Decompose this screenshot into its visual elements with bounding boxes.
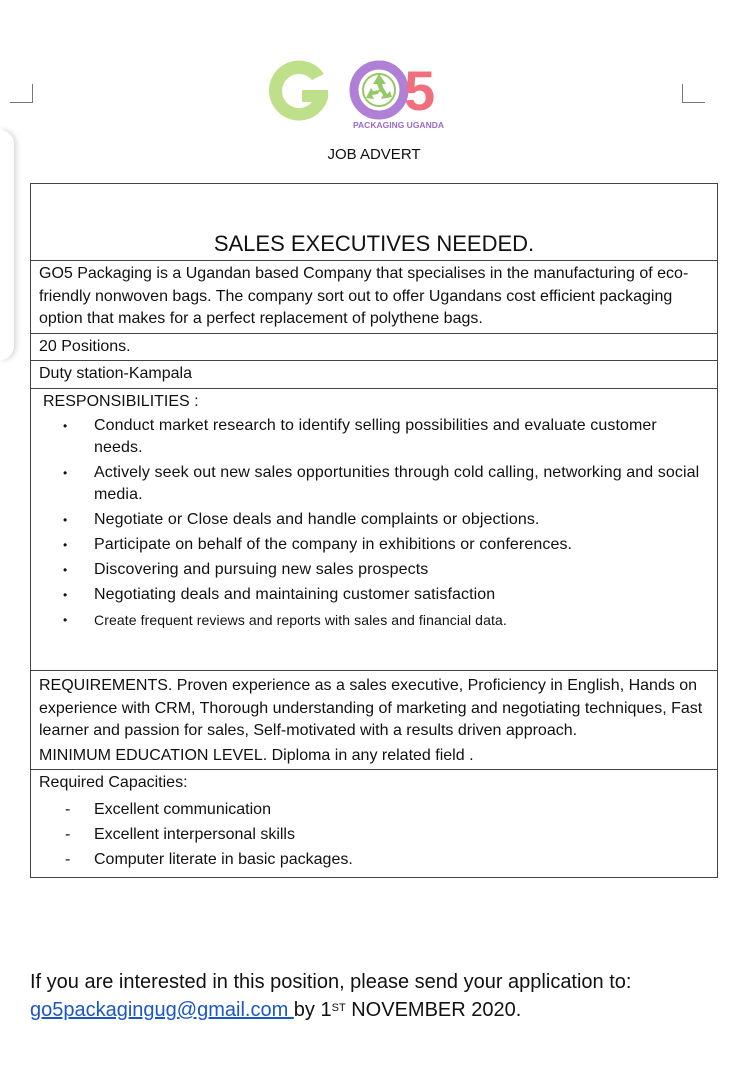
requirements-paragraph [39,675,709,743]
duty-station-label: Duty station [39,365,124,382]
logo-o-ring [354,65,404,115]
job-advert-table [30,183,718,878]
intro-row [31,261,718,334]
list-item: • Negotiating deals and maintaining customer satisfaction [39,584,709,606]
logo-g-letter [269,61,328,121]
list-item: - Excellent interpersonal skills [39,822,709,847]
responsibilities-list [39,415,709,668]
page-corner-mark-right [682,84,705,103]
footer-deadline-line [30,996,631,1024]
footer-line: If you are interested in this position, please send your application to: [30,971,632,993]
capacities-row [31,770,718,878]
page-corner-mark-left [10,84,33,103]
go5-logo [262,52,457,132]
footer-date: NOVEMBER 2020. [345,999,522,1021]
education-paragraph [39,745,709,768]
list-item: • Conduct market research to identify selling possibilities and evaluate customer needs. [39,415,709,459]
email-link[interactable]: go5packagingug@gmail.com [30,999,294,1021]
list-item: • Participate on behalf of the company in exhibitions or conferences. [39,534,709,556]
list-item: • Discovering and pursuing new sales prospects [39,559,709,581]
capacities-list [39,797,709,872]
positions: 20 Positions. [31,333,718,361]
requirements-row [31,671,718,770]
headline: SALES EXECUTIVES NEEDED. [31,184,718,261]
intro-text: is a Ugandan based Company that specialises in the manufacturing of eco-friendly nonwoven bags. The company sort out to offer Ugandans cost efficient packaging option that makes for a perfect replacement of polythene bags. [39,265,689,327]
duty-station [31,361,718,389]
application-footer [30,968,631,1024]
list-item: • Actively seek out new sales opportunities through cold calling, networking and social media. [39,462,709,506]
footer-sup: ST [331,1002,346,1014]
list-item: • Negotiate or Close deals and handle complaints or objections. [39,509,709,531]
list-item: - Computer literate in basic packages. [39,847,709,872]
recycle-icon [363,74,395,106]
duty-station-row [31,361,718,389]
responsibilities-title: RESPONSIBILITIES : [43,392,199,410]
requirements-label: REQUIREMENTS [39,677,168,694]
list-item: • Create frequent reviews and reports with sales and financial data. [39,609,709,631]
capacities-title: Required Capacities: [39,774,188,791]
headline-row [31,184,718,261]
intro-paragraph [31,261,718,334]
list-item: - Excellent communication [39,797,709,822]
page-edge-shadow [0,130,14,360]
logo-subtitle: PACKAGING UGANDA [353,120,444,130]
education-label: MINIMUM EDUCATION LEVEL [39,746,263,764]
logo-five: 5 [404,59,436,122]
responsibilities-row [31,388,718,671]
requirements-cell [31,671,718,770]
company-name: GO5 Packaging [39,265,152,282]
responsibilities-cell [31,388,718,671]
capacities-cell [31,770,718,878]
duty-station-value: -Kampala [123,365,192,382]
job-advert-label: JOB ADVERT [327,146,421,163]
positions-row [31,333,718,361]
footer-by: by 1 [293,999,332,1021]
education-text: . Diploma in any related field . [262,746,474,764]
requirements-text: . Proven experience as a sales executive, Proficiency in English, Hands on experience with CRM, Thorough understanding of marketing and negotiating techniques, Fast learner and passion for sales, Self-motivated with a results driven approach. [39,677,703,739]
